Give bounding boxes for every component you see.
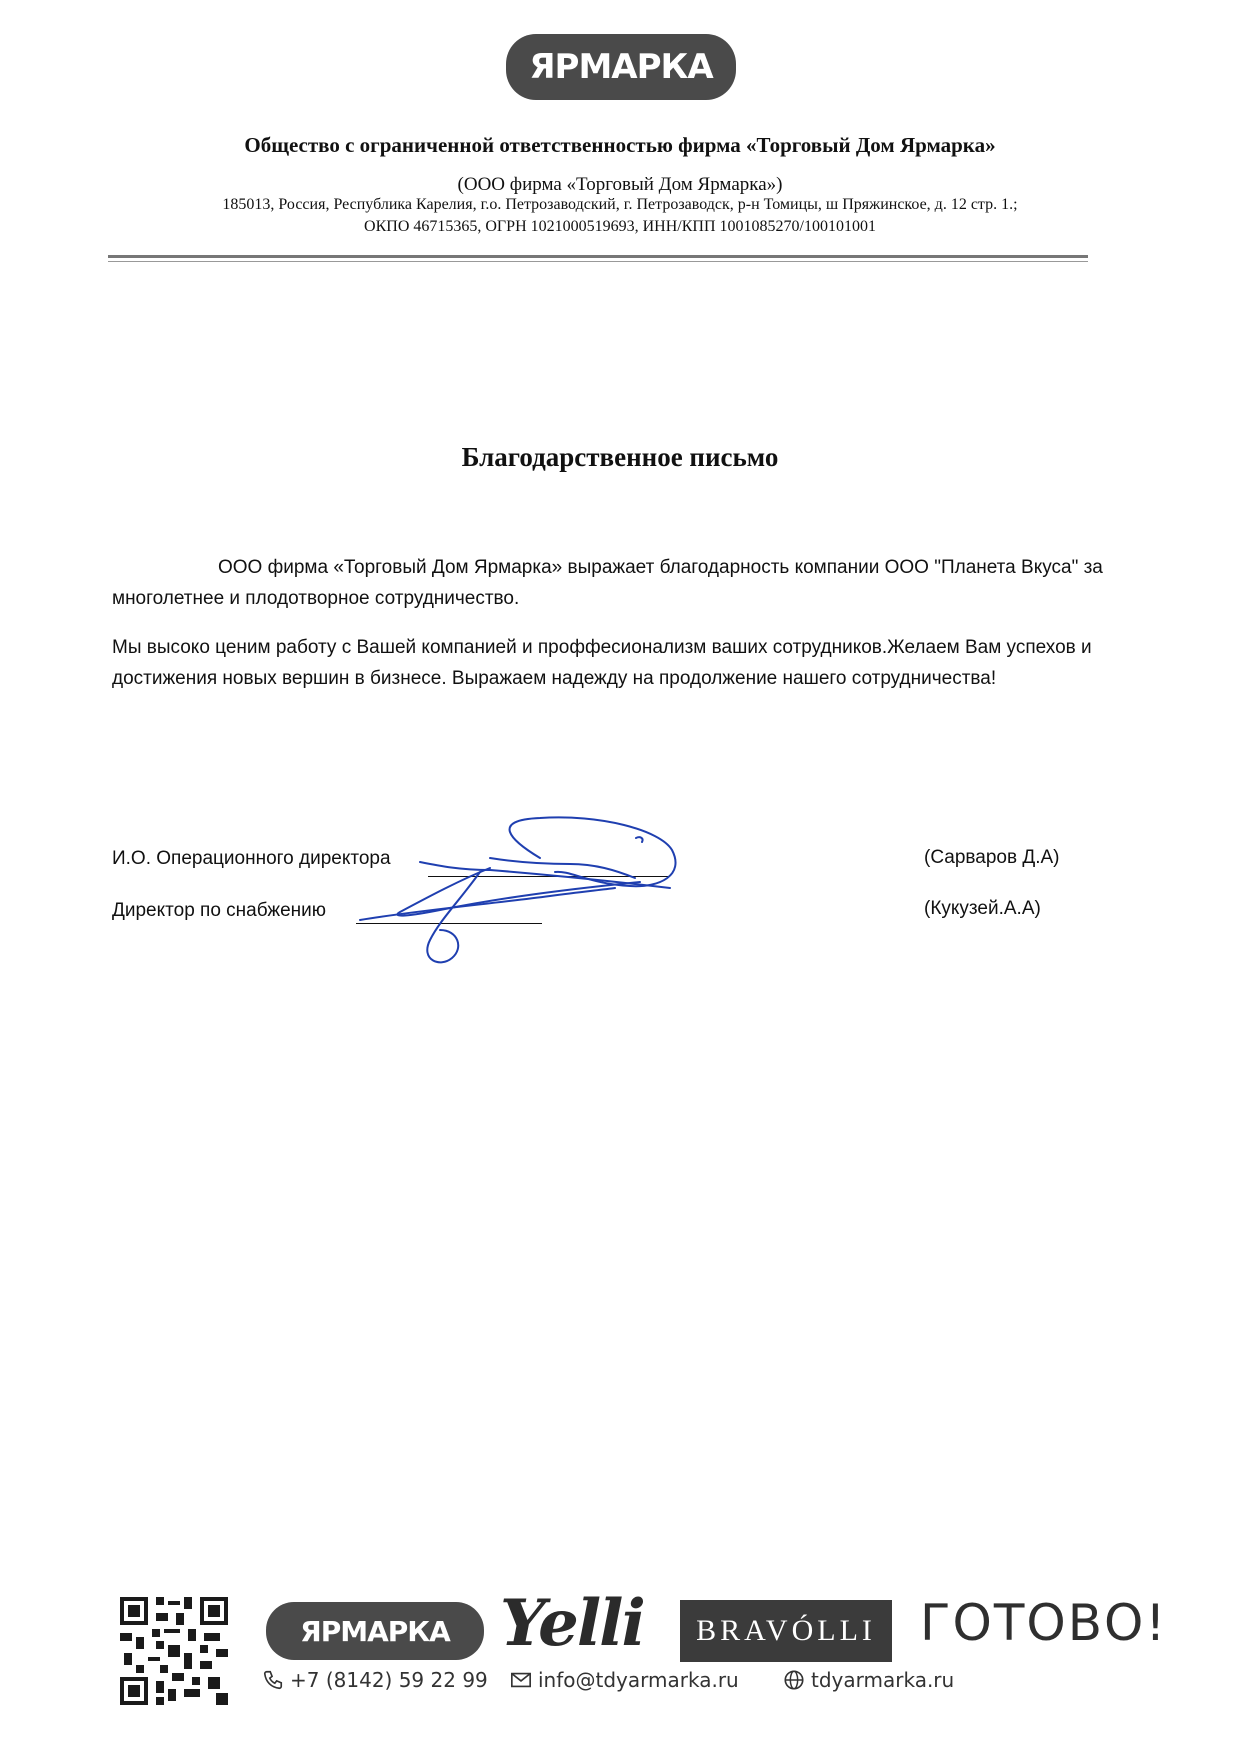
- email-address[interactable]: info@tdyarmarka.ru: [538, 1668, 739, 1692]
- website-url[interactable]: tdyarmarka.ru: [811, 1668, 955, 1692]
- signatory-name-2: (Кукузей.А.А): [924, 898, 1041, 919]
- letter-paragraph-2: Мы высоко ценим работу с Вашей компанией и проффесионализм ваших сотрудников.Желаем Вам успехов и достижения новых вершин в бизнесе. Выражаем надежду на продолжение нашего сотрудничества!: [112, 637, 1092, 689]
- company-logo: ЯРМАРКА: [506, 34, 736, 100]
- signatory-title-1: И.О. Операционного директора: [112, 848, 391, 869]
- handwritten-signature: [340, 800, 720, 980]
- phone-icon: [262, 1669, 284, 1691]
- contact-email[interactable]: [510, 1668, 739, 1692]
- brand-logo-gotovo: ГОТОВО!: [920, 1594, 1168, 1652]
- contact-website[interactable]: [783, 1668, 954, 1692]
- brand-logo-yarmarka: ЯРМАРКА: [266, 1602, 484, 1660]
- brand-logo-yelli: Yelli: [500, 1586, 644, 1661]
- letter-title: Благодарственное письмо: [461, 442, 779, 472]
- phone-number[interactable]: +7 (8142) 59 22 99: [290, 1668, 488, 1692]
- qr-code[interactable]: [120, 1597, 228, 1705]
- signatory-name-1: (Сарваров Д.А): [924, 847, 1060, 868]
- company-registration-ids: ОКПО 46715365, ОГРН 1021000519693, ИНН/КПП 1001085270/100101001: [364, 218, 876, 235]
- signatory-title-2: Директор по снабжению: [112, 900, 327, 921]
- company-short-name: (ООО фирма «Торговый Дом Ярмарка»): [457, 174, 783, 195]
- header-divider: [108, 255, 1088, 258]
- company-full-name: Общество с ограниченной ответственностью фирма «Торговый Дом Ярмарка»: [244, 133, 996, 157]
- contact-phone[interactable]: [262, 1668, 488, 1692]
- company-address: 185013, Россия, Республика Карелия, г.о. Петрозаводский, г. Петрозаводск, р-н Томицы, ш Пряжинское, д. 12 стр. 1.;: [222, 196, 1018, 213]
- brand-logo-bravolli: BRAVÓLLI: [680, 1600, 892, 1662]
- letter-paragraph-1: ООО фирма «Торговый Дом Ярмарка» выражает благодарность компании ООО "Планета Вкуса" за многолетнее и плодотворное сотрудничество.: [112, 557, 1103, 609]
- header-divider-thin: [108, 261, 1088, 262]
- globe-icon: [783, 1669, 805, 1691]
- mail-icon: [510, 1669, 532, 1691]
